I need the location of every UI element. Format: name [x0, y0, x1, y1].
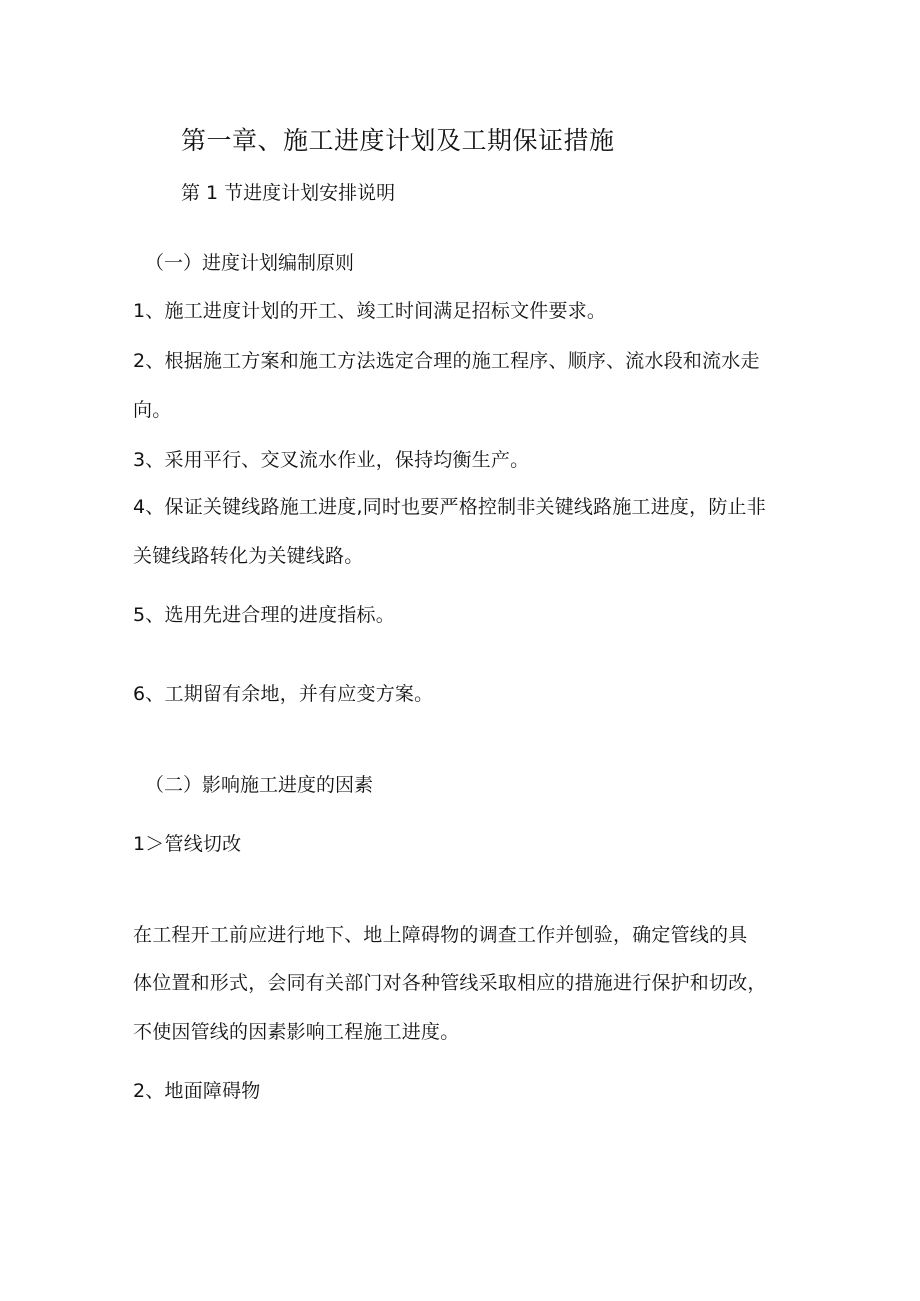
part2-heading: （二）影响施工进度的因素	[145, 774, 374, 796]
factor-1-text-line-3: 不使因管线的因素影响工程施工进度。	[133, 1021, 460, 1043]
section-title: 第 1 节进度计划安排说明	[181, 182, 396, 204]
principle-item-6: 6、工期留有余地，并有应变方案。	[133, 683, 434, 705]
principle-item-5: 5、选用先进合理的进度指标。	[133, 604, 395, 626]
part1-heading: （一）进度计划编制原则	[145, 252, 355, 274]
factor-1-text-line-2: 体位置和形式，会同有关部门对各种管线采取相应的措施进行保护和切改，	[133, 972, 767, 994]
principle-item-4-continued: 关键线路转化为关键线路。	[133, 545, 364, 567]
principle-item-2-continued: 向。	[133, 399, 172, 421]
chapter-title: 第一章、施工进度计划及工期保证措施	[181, 126, 615, 155]
factor-1-title: 1＞管线切改	[133, 833, 242, 855]
principle-item-1: 1、施工进度计划的开工、竣工时间满足招标文件要求。	[133, 300, 607, 322]
principle-item-4: 4、保证关键线路施工进度,同时也要严格控制非关键线路施工进度，防止非	[133, 496, 766, 518]
factor-1-text-line-1: 在工程开工前应进行地下、地上障碍物的调查工作并刨验，确定管线的具	[133, 924, 748, 946]
principle-item-2: 2、根据施工方案和施工方法选定合理的施工程序、顺序、流水段和流水走	[133, 350, 760, 372]
principle-item-3: 3、采用平行、交叉流水作业，保持均衡生产。	[133, 449, 530, 471]
factor-2-title: 2、地面障碍物	[133, 1080, 261, 1102]
